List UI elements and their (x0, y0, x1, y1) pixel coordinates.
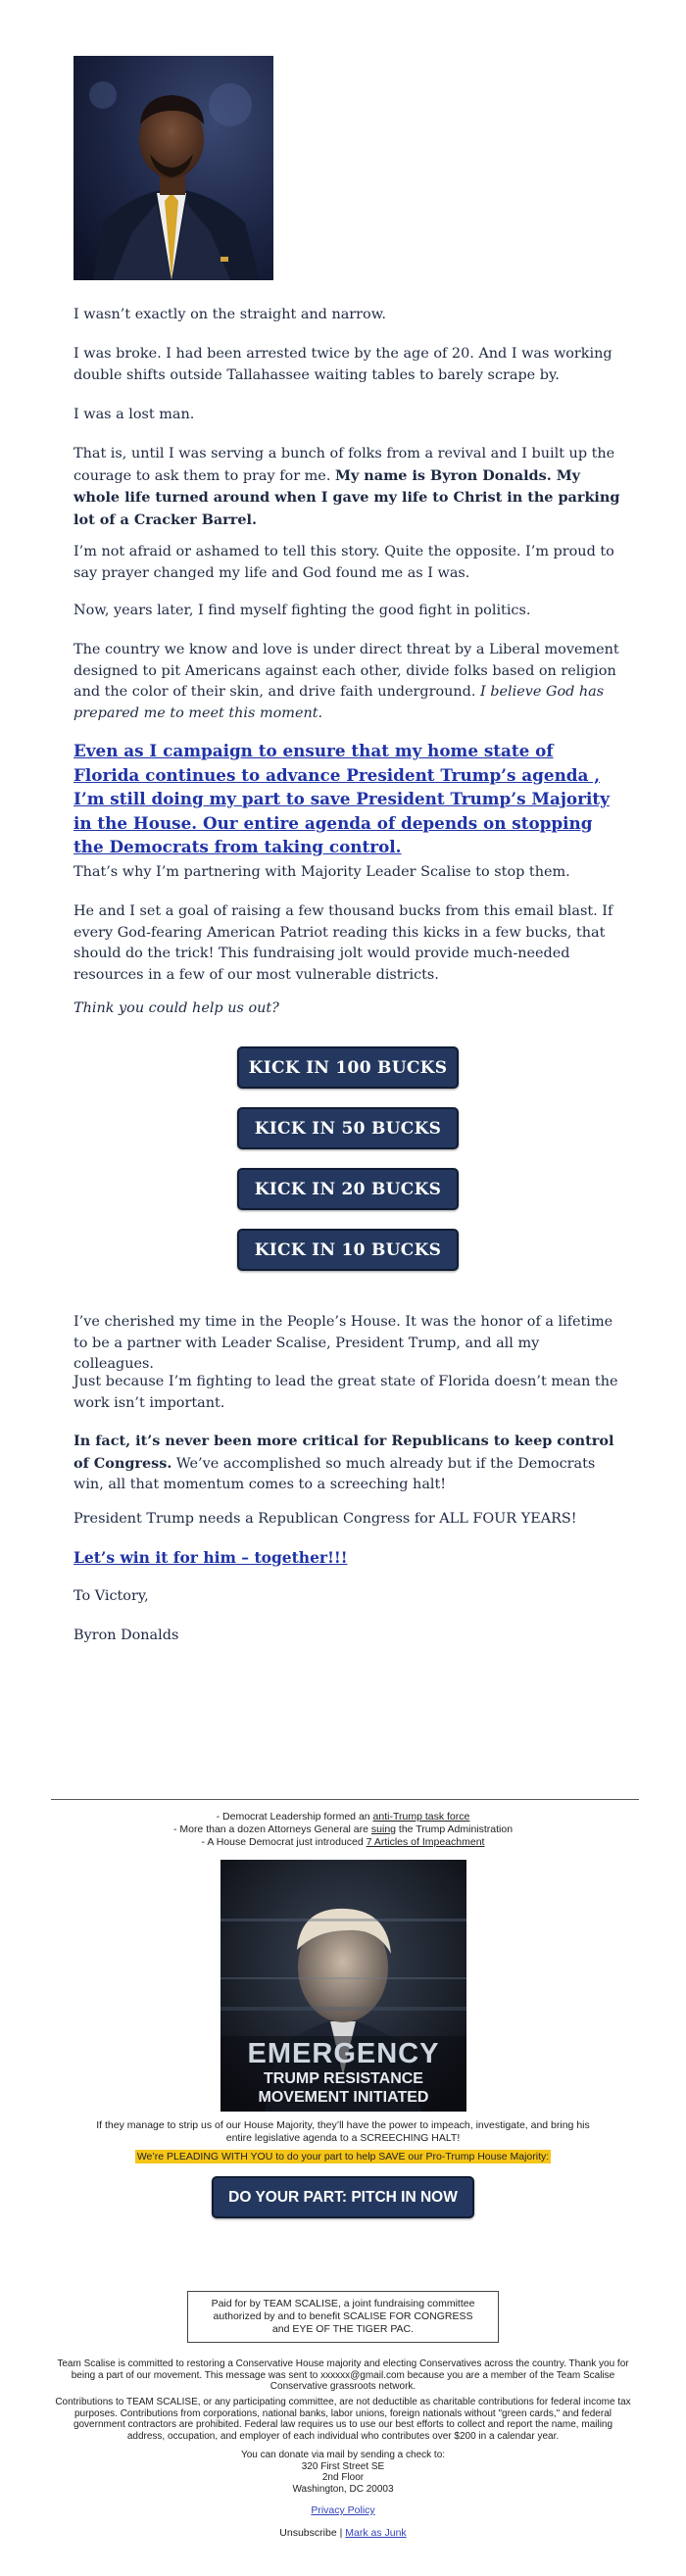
privacy-row (147, 2504, 539, 2517)
p7-italic: I believe God has prepared me to meet this moment. (74, 684, 605, 721)
hero-photo (74, 56, 273, 280)
letter-paragraph-1: I wasn’t exactly on the straight and narrow. (74, 307, 386, 322)
mark-as-junk-link[interactable]: Mark as Junk (345, 2527, 407, 2539)
mail-intro: You can donate via mail by sending a check to: (240, 2450, 446, 2460)
win-it-paragraph (74, 1547, 622, 1571)
emergency-subtitle-1: TRUMP RESISTANCE (264, 2070, 423, 2087)
unsubscribe-link[interactable]: Unsubscribe (279, 2527, 337, 2539)
byron-donalds-photo (74, 56, 273, 280)
win-it-link[interactable]: Let’s win it for him – together!!! (74, 1548, 348, 1567)
p4-plain: That is, until I was serving a bunch of folks from a revival and I built up the courage to ask them to pray for me. (74, 446, 615, 484)
unsubscribe-row (147, 2527, 539, 2540)
suing-link[interactable]: suing (370, 1823, 396, 1835)
mail-address-block (147, 2450, 539, 2495)
letter-paragraph-10: Think you could help us out? (74, 1000, 279, 1016)
kick-in-20-button[interactable]: KICK IN 20 BUCKS (237, 1168, 459, 1210)
campaign-link[interactable]: Even as I campaign to ensure that my home state of Florida continues to advance President Trump’s agenda , I’m still doing my part to save President Trump’s Majority in the House. Our entire agenda of depends on stopping the Democrats from taking control. (74, 741, 610, 857)
promo-highlight-row (59, 2151, 627, 2163)
campaign-link-paragraph (74, 740, 622, 860)
commitment-text: Team Scalise is committed to restoring a Conservative House majority and electing Conservatives across the country. Thank you for being a part of our movement. This message was sent to xxxxxx@gmail.com because you are a member of the Team Scalise Conservative grassroots network. (57, 2358, 629, 2392)
address-line-2: 2nd Floor (321, 2472, 365, 2483)
emergency-subtitle-2: MOVEMENT INITIATED (258, 2089, 429, 2106)
letter-paragraph-14: President Trump needs a Republican Congress for ALL FOUR YEARS! (74, 1511, 577, 1527)
divider (51, 1799, 639, 1800)
promo-highlight: We’re PLEADING WITH YOU to do your part to help SAVE our Pro-Trump House Majority: (136, 2151, 550, 2163)
letter-paragraph-4 (74, 444, 622, 531)
privacy-policy-link[interactable]: Privacy Policy (311, 2504, 375, 2516)
letter-paragraph-3: I was a lost man. (74, 407, 195, 422)
address-line-1: 320 First Street SE (301, 2460, 385, 2472)
p4-bold: My name is Byron Donalds. My whole life turned around when I gave my life to Christ in the parking lot of a Cracker Barrel. (74, 466, 620, 528)
pitch-in-now-button[interactable]: DO YOUR PART: PITCH IN NOW (212, 2176, 474, 2218)
letter-signature: Byron Donalds (74, 1628, 179, 1643)
letter-paragraph-7 (74, 640, 622, 724)
letter-paragraph-8: That’s why I’m partnering with Majority Leader Scalise to stop them. (74, 864, 570, 880)
letter-paragraph-2: I was broke. I had been arrested twice by the age of 20. And I was working double shifts outside Tallahassee waiting tables to barely scrape by. (74, 346, 612, 383)
promo-bullets (98, 1811, 588, 1849)
letter-paragraph-5: I’m not afraid or ashamed to tell this story. Quite the opposite. I’m proud to say prayer changed my life and God found me as I was. (74, 544, 614, 581)
link-separator: | (339, 2527, 343, 2539)
letter-paragraph-16: To Victory, (74, 1588, 149, 1604)
letter-paragraph-12: Just because I’m fighting to lead the great state of Florida doesn’t mean the work isn’t important. (74, 1374, 618, 1411)
promo-line-3: - A House Democrat just introduced 7 Articles of Impeachment (201, 1836, 485, 1848)
letter-paragraph-13 (74, 1431, 622, 1496)
paid-for-text: Paid for by TEAM SCALISE, a joint fundraising committee authorized by and to benefit SCALISE FOR CONGRESS and EYE OF THE TIGER PAC. (211, 2298, 475, 2335)
p13-bold: In fact, it’s never been more critical for Republicans to keep control of Congress. (74, 1433, 614, 1472)
p13-plain: We’ve accomplished so much already but if the Democrats win, all that momentum comes to a screeching halt! (74, 1455, 596, 1493)
anti-trump-task-force-link[interactable]: anti-Trump task force (372, 1811, 470, 1823)
kick-in-10-button[interactable]: KICK IN 10 BUCKS (237, 1229, 459, 1271)
kick-in-100-button[interactable]: KICK IN 100 BUCKS (237, 1046, 459, 1089)
letter-paragraph-6: Now, years later, I find myself fighting the good fight in politics. (74, 603, 531, 618)
promo-paragraph: If they manage to strip us of our House Majority, they’ll have the power to impeach, investigate, and bring his entire legislative agenda to a SCREECHING HALT! (96, 2119, 590, 2144)
contribution-disclaimer: Contributions to TEAM SCALISE, or any participating committee, are not deductible as charitable contributions for federal income tax purposes. Contributions from corporations, national banks, labor unions, foreign nationals without "green cards," and federal government contractors are prohibited. Federal law requires us to use our best efforts to collect and report the name, mailing address, occupation, and employer of each individual who contributes over $200 in a calendar year. (55, 2397, 631, 2442)
emergency-title: EMERGENCY (247, 2038, 440, 2069)
kick-in-50-button[interactable]: KICK IN 50 BUCKS (237, 1107, 459, 1149)
paid-for-box (187, 2291, 499, 2343)
promo-line-1: - Democrat Leadership formed an anti-Trump task force (216, 1811, 470, 1823)
address-line-3: Washington, DC 20003 (292, 2483, 394, 2495)
articles-of-impeachment-link[interactable]: 7 Articles of Impeachment (366, 1836, 485, 1848)
letter-paragraph-11: I’ve cherished my time in the People’s House. It was the honor of a lifetime to be a partner with Leader Scalise, President Trump, and all my colleagues. (74, 1314, 613, 1373)
p7-plain: The country we know and love is under direct threat by a Liberal movement designed to pit Americans against each other, divide folks based on religion and the color of their skin, and drive faith underground. (74, 642, 619, 701)
emergency-image[interactable] (220, 1860, 466, 2112)
promo-line-2: - More than a dozen Attorneys General are suing the Trump Administration (172, 1823, 514, 1835)
letter-paragraph-9: He and I set a goal of raising a few thousand bucks from this email blast. If every God-fearing American Patriot reading this kicks in a few bucks, that should do the trick! This fundraising jolt would provide much-needed resources in a few of our most vulnerable districts. (74, 903, 613, 983)
